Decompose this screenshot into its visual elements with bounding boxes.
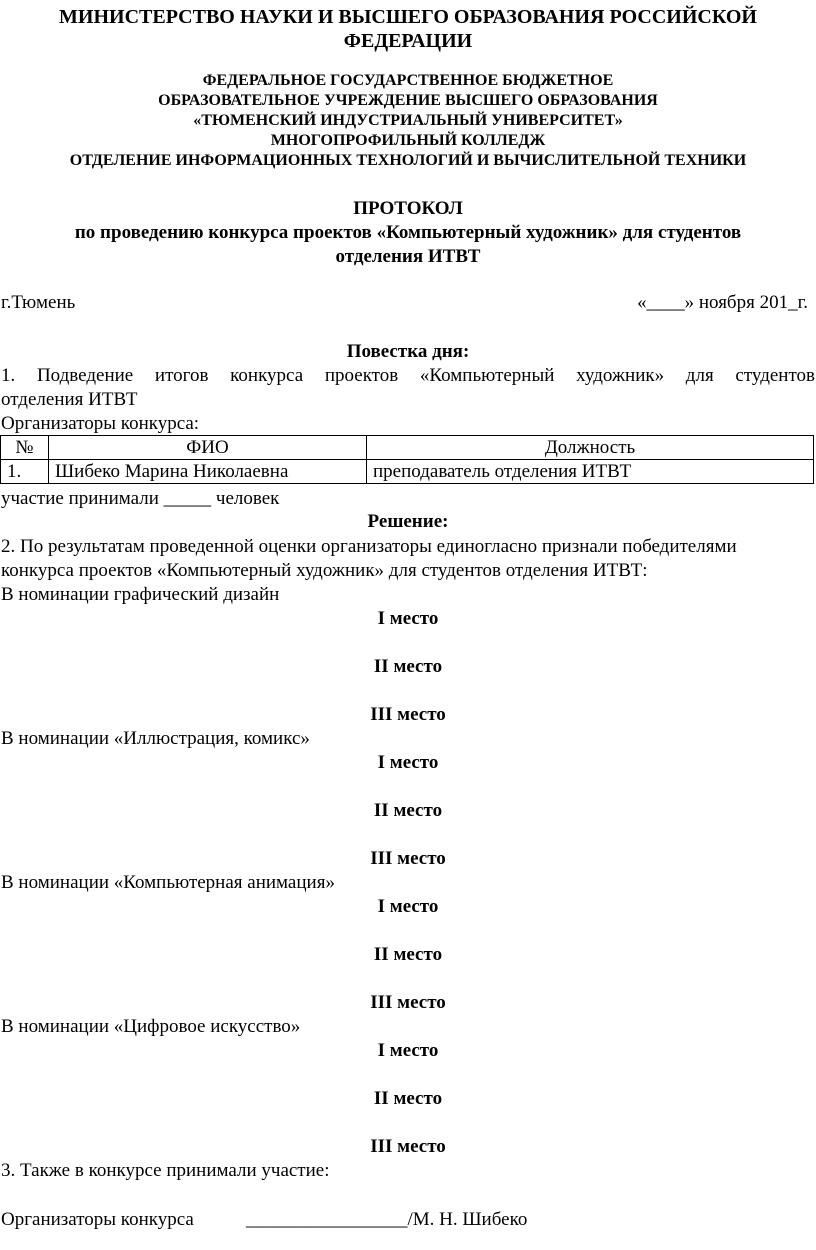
organizers-label: Организаторы конкурса: — [1, 413, 200, 434]
table-cell-name: Шибеко Марина Николаевна — [49, 460, 367, 484]
institution-line3: «ТЮМЕНСКИЙ ИНДУСТРИАЛЬНЫЙ УНИВЕРСИТЕТ» — [193, 112, 623, 129]
agenda-heading: Повестка дня: — [346, 341, 470, 362]
place-third: III место — [370, 992, 446, 1013]
protocol-subtitle-line2: отделения ИТВТ — [335, 246, 481, 267]
place-second: II место — [373, 944, 443, 965]
table-header-number: № — [1, 436, 49, 460]
participants-count: участие принимали _____ человек — [1, 488, 280, 509]
decision-heading: Решение: — [367, 511, 449, 532]
city: г.Тюмень — [1, 292, 76, 313]
place-third: III место — [370, 704, 446, 725]
table-header-row — [1, 436, 814, 460]
place-third: III место — [370, 848, 446, 869]
nomination-label: В номинации «Иллюстрация, комикс» — [1, 728, 310, 749]
also-participated: 3. Также в конкурсе принимали участие: — [1, 1160, 330, 1181]
signature-label: Организаторы конкурса — [1, 1209, 194, 1230]
place-first: I место — [377, 896, 439, 917]
place-third: III место — [370, 1136, 446, 1157]
decision-item2-line1: 2. По результатам проведенной оценки организаторы единогласно признали победителями — [1, 536, 737, 557]
place-second: II место — [373, 656, 443, 677]
institution-line4: МНОГОПРОФИЛЬНЫЙ КОЛЛЕДЖ — [270, 132, 546, 149]
place-first: I место — [377, 608, 439, 629]
protocol-subtitle-line1: по проведению конкурса проектов «Компьютерный художник» для студентов — [74, 222, 742, 243]
protocol-title: ПРОТОКОЛ — [353, 198, 463, 219]
protocol-date: «____» ноября 201_г. — [637, 292, 808, 313]
signature-line: _________________/М. Н. Шибеко — [246, 1209, 528, 1230]
place-second: II место — [373, 800, 443, 821]
place-first: I место — [377, 1040, 439, 1061]
agenda-item1-line1: 1. Подведение итогов конкурса проектов «Компьютерный художник» для студентов — [1, 365, 815, 386]
institution-line1: ФЕДЕРАЛЬНОЕ ГОСУДАРСТВЕННОЕ БЮДЖЕТНОЕ — [202, 72, 614, 89]
nomination-label: В номинации графический дизайн — [1, 584, 280, 605]
table-cell-position: преподаватель отделения ИТВТ — [367, 460, 814, 484]
institution-line2: ОБРАЗОВАТЕЛЬНОЕ УЧРЕЖДЕНИЕ ВЫСШЕГО ОБРАЗОВАНИЯ — [158, 92, 658, 109]
ministry-title-line2: ФЕДЕРАЦИИ — [343, 30, 473, 52]
ministry-title-line1: МИНИСТЕРСТВО НАУКИ И ВЫСШЕГО ОБРАЗОВАНИЯ РОССИЙСКОЙ — [59, 6, 757, 28]
agenda-item1-line2: отделения ИТВТ — [1, 389, 138, 410]
table-cell-number: 1. — [1, 460, 49, 484]
nomination-label: В номинации «Компьютерная анимация» — [1, 872, 335, 893]
table-header-position: Должность — [367, 436, 814, 460]
decision-item2-line2: конкурса проектов «Компьютерный художник» для студентов отделения ИТВТ: — [1, 560, 648, 581]
place-second: II место — [373, 1088, 443, 1109]
table-header-name: ФИО — [49, 436, 367, 460]
nomination-label: В номинации «Цифровое искусство» — [1, 1016, 301, 1037]
table-row — [1, 460, 814, 484]
place-first: I место — [377, 752, 439, 773]
institution-line5: ОТДЕЛЕНИЕ ИНФОРМАЦИОННЫХ ТЕХНОЛОГИЙ И ВЫЧИСЛИТЕЛЬНОЙ ТЕХНИКИ — [69, 152, 747, 169]
organizers-table — [0, 435, 814, 484]
